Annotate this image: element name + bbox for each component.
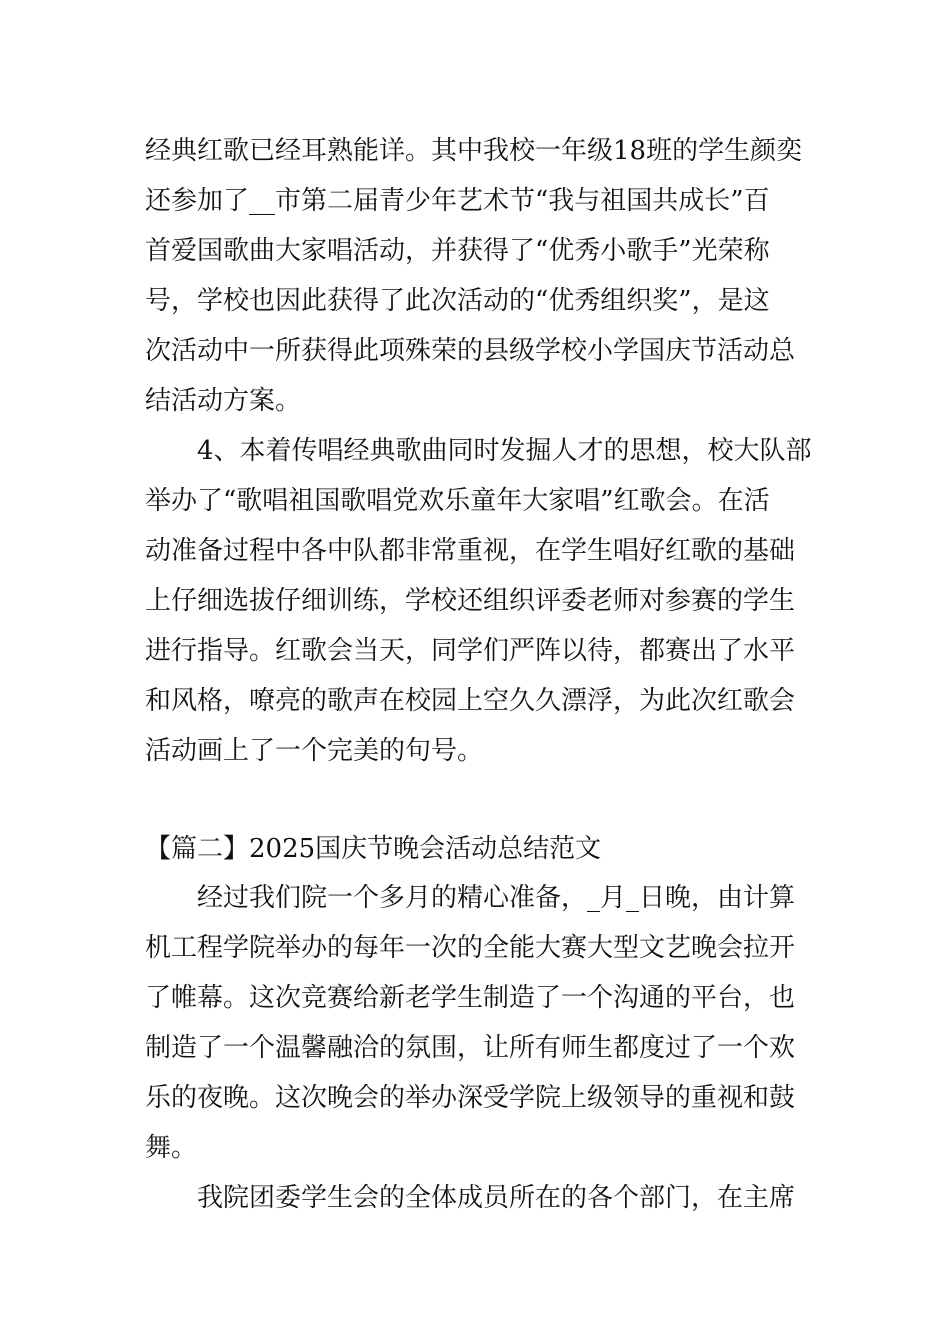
text-line: 还参加了__市第二届青少年艺术节“我与祖国共成长”百 — [145, 186, 770, 216]
text-line: 4、本着传唱经典歌曲同时发掘人才的思想，校大队部 — [197, 436, 812, 466]
text-line: 活动画上了一个完美的句号。 — [145, 736, 484, 766]
text-line: 首爱国歌曲大家唱活动，并获得了“优秀小歌手”光荣称 — [145, 236, 770, 266]
text-line: 号，学校也因此获得了此次活动的“优秀组织奖”，是这 — [145, 286, 770, 316]
text-line: 进行指导。红歌会当天，同学们严阵以待，都赛出了水平 — [145, 636, 796, 666]
text-line: 制造了一个温馨融洽的氛围，让所有师生都度过了一个欢 — [145, 1033, 796, 1063]
text-line: 次活动中一所获得此项殊荣的县级学校小学国庆节活动总 — [145, 336, 796, 366]
text-line: 举办了“歌唱祖国歌唱党欢乐童年大家唱”红歌会。在活 — [145, 486, 770, 516]
text-line: 结活动方案。 — [145, 386, 302, 416]
text-line: 舞。 — [145, 1133, 198, 1163]
text-line: 经过我们院一个多月的精心准备，_月_日晚，由计算 — [197, 883, 796, 913]
text-line: 动准备过程中各中队都非常重视，在学生唱好红歌的基础 — [145, 536, 796, 566]
section-heading: 【篇二】2025国庆节晚会活动总结范文 — [145, 834, 602, 864]
text-line: 机工程学院举办的每年一次的全能大赛大型文艺晚会拉开 — [145, 933, 796, 963]
text-line: 经典红歌已经耳熟能详。其中我校一年级18班的学生颜奕 — [145, 136, 803, 166]
text-line: 我院团委学生会的全体成员所在的各个部门，在主席 — [197, 1183, 796, 1213]
text-line: 乐的夜晚。这次晚会的举办深受学院上级领导的重视和鼓 — [145, 1083, 796, 1113]
text-line: 了帷幕。这次竞赛给新老学生制造了一个沟通的平台，也 — [145, 983, 796, 1013]
text-line: 和风格，嘹亮的歌声在校园上空久久漂浮，为此次红歌会 — [145, 686, 796, 716]
text-line: 上仔细选拔仔细训练，学校还组织评委老师对参赛的学生 — [145, 586, 796, 616]
